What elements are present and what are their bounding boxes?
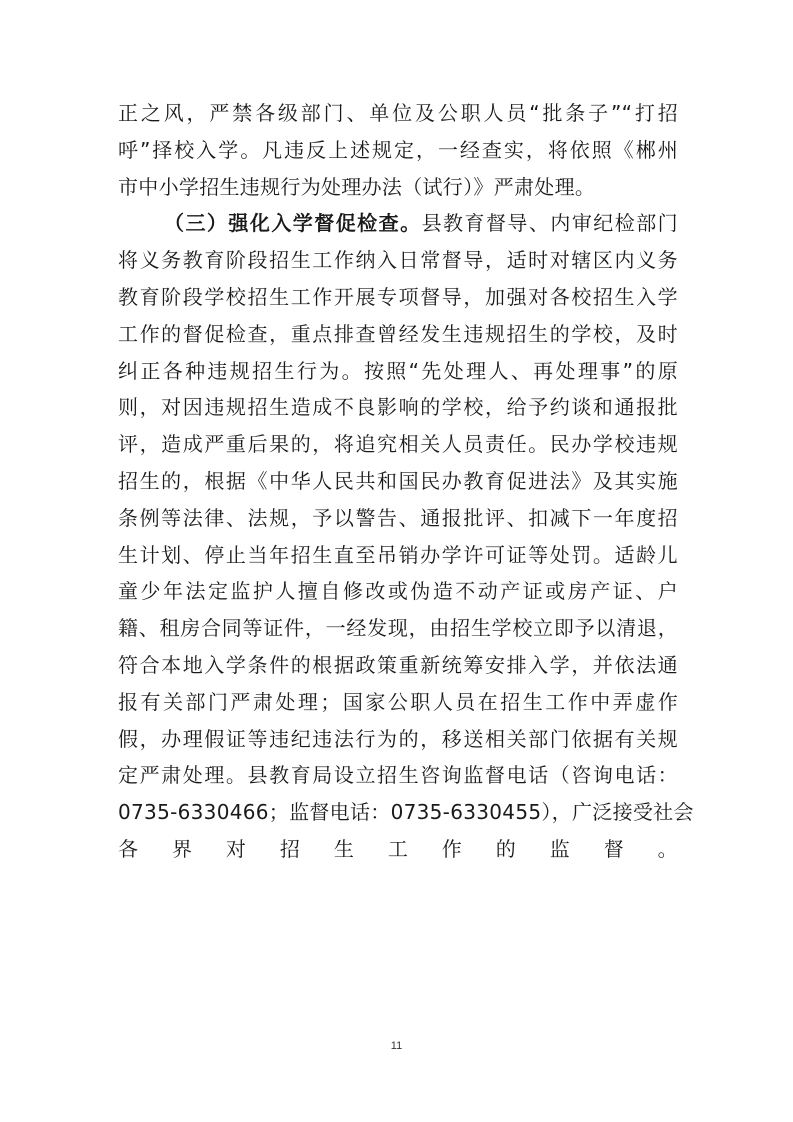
text-line: 生计划、停止当年招生直至吊销办学许可证等处罚。适龄儿 <box>118 542 678 567</box>
section-heading-line <box>118 205 678 242</box>
text-line: 籍、租房合同等证件，一经发现，由招生学校立即予以清退， <box>118 616 678 641</box>
text-line <box>118 868 678 905</box>
text-line: 招生的，根据《中华人民共和国民办教育促进法》及其实施 <box>118 468 678 493</box>
text-line: 评，造成严重后果的，将追究相关人员责任。民办学校违规 <box>118 432 678 457</box>
section-heading-continuation: 县教育督导、内审纪检部门 <box>421 211 678 236</box>
text-line: 定严肃处理。县教育局设立招生咨询监督电话（咨询电话： <box>118 763 678 788</box>
text-line: 报有关部门严肃处理；国家公职人员在招生工作中弄虚作 <box>118 689 678 714</box>
text-line: 教育阶段学校招生工作开展专项督导，加强对各校招生入学 <box>118 284 678 309</box>
text-line: 纠正各种违规招生行为。按照“先处理人、再处理事”的原 <box>118 358 678 383</box>
text-line: 假，办理假证等违纪违法行为的，移送相关部门依据有关规 <box>118 726 678 751</box>
section-heading: （三）强化入学督促检查。 <box>164 211 422 236</box>
text-line: 工作的督促检查，重点排查曾经发生违规招生的学校，及时 <box>118 321 678 346</box>
page-number: 11 <box>390 1040 403 1052</box>
text-line: 童少年法定监护人擅自修改或伪造不动产证或房产证、户 <box>118 579 678 604</box>
text-line: 各界对招生工作的监督。 <box>118 836 678 861</box>
text-line: 0735-6330466；监督电话：0735-6330455），广泛接受社会 <box>118 800 694 825</box>
text-line: 则，对因违规招生造成不良影响的学校，给予约谈和通报批 <box>118 395 678 420</box>
text-line: 将义务教育阶段招生工作纳入日常督导，适时对辖区内义务 <box>118 248 678 273</box>
text-line: 市中小学招生违规行为处理办法（试行）》严肃处理。 <box>118 174 596 199</box>
text-line: 正之风，严禁各级部门、单位及公职人员“批条子”“打招 <box>118 101 678 125</box>
text-line: 符合本地入学条件的根据政策重新统筹安排入学，并依法通 <box>118 652 678 677</box>
document-body <box>118 95 694 905</box>
text-line: 呼”择校入学。凡违反上述规定，一经查实，将依照《郴州 <box>118 137 678 162</box>
text-line: 条例等法律、法规，予以警告、通报批评、扣减下一年度招 <box>118 505 678 530</box>
